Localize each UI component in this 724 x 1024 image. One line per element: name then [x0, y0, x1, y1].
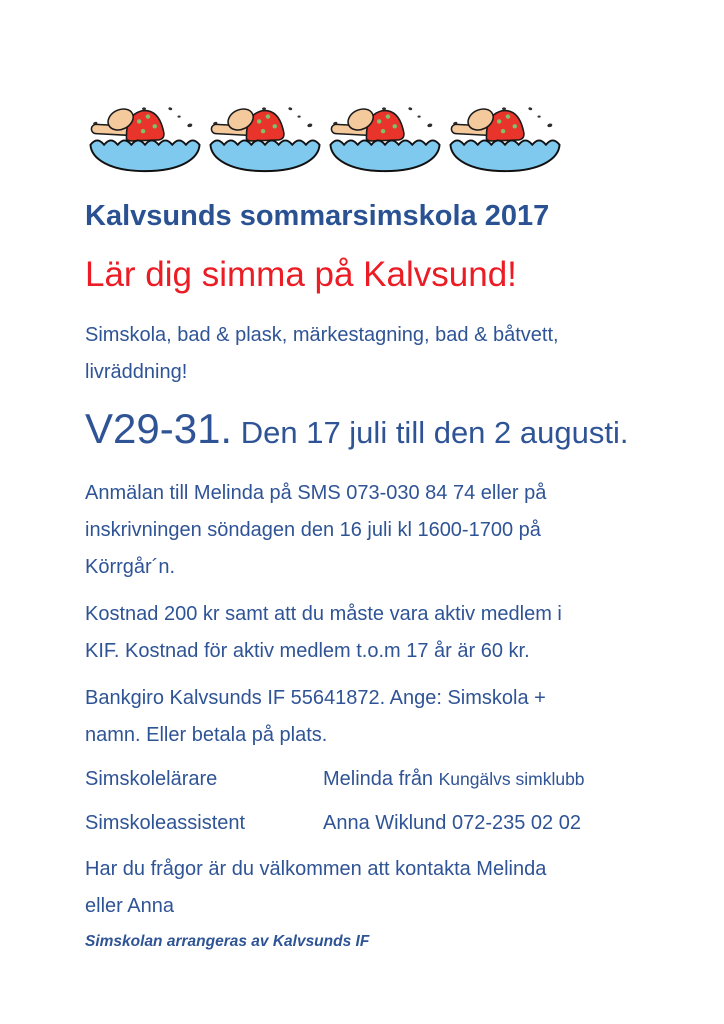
intro-paragraph [85, 317, 642, 391]
swimmer-icon [205, 100, 325, 176]
staff-name [323, 761, 585, 798]
schedule-line [85, 403, 642, 465]
cost-paragraph [85, 596, 642, 670]
intro-line-1: Simskola, bad & plask, märkestagning, bad & båtvett, [85, 324, 559, 346]
contact-paragraph [85, 851, 642, 925]
swimmer-row [85, 100, 567, 176]
staff-name-main: Melinda från [323, 768, 439, 790]
signup-line-3: Körrgår´n. [85, 556, 176, 578]
contact-line-1: Har du frågor är du välkommen att kontakta Melinda [85, 858, 547, 880]
water [210, 140, 319, 171]
schedule-dates: Den 17 juli till den 2 augusti. [232, 415, 629, 450]
water [90, 140, 199, 171]
swimmer-icon [85, 100, 205, 176]
staff-name-main: Anna Wiklund 072-235 02 02 [323, 812, 581, 834]
red-headline: Lär dig simma på Kalvsund! [85, 255, 517, 294]
staff-row-assistant [85, 805, 642, 842]
water [450, 140, 559, 171]
staff-role: Simskolelärare [85, 768, 218, 790]
contact-line-2: eller Anna [85, 895, 174, 917]
payment-line-2: namn. Eller betala på plats. [85, 724, 328, 746]
swimmer-icon [325, 100, 445, 176]
staff-name [323, 805, 581, 842]
organizer-note: Simskolan arrangeras av Kalvsunds IF [85, 933, 370, 950]
page-title: Kalvsunds sommarsimskola 2017 [85, 200, 550, 232]
cost-line-2: KIF. Kostnad för aktiv medlem t.o.m 17 år är 60 kr. [85, 640, 530, 662]
payment-paragraph [85, 680, 642, 754]
staff-row-teacher [85, 761, 642, 798]
intro-line-2: livräddning! [85, 361, 188, 383]
schedule-weeks: V29-31. [85, 405, 233, 452]
signup-line-1: Anmälan till Melinda på SMS 073-030 84 74 eller på [85, 482, 547, 504]
payment-line-1: Bankgiro Kalvsunds IF 55641872. Ange: Simskola + [85, 687, 546, 709]
swimmer-icon [445, 100, 565, 176]
staff-name-small: Kungälvs simklubb [438, 769, 585, 789]
signup-paragraph [85, 475, 642, 586]
signup-line-2: inskrivningen söndagen den 16 juli kl 1600-1700 på [85, 519, 541, 541]
cost-line-1: Kostnad 200 kr samt att du måste vara aktiv medlem i [85, 603, 562, 625]
staff-role: Simskoleassistent [85, 812, 246, 834]
water [330, 140, 439, 171]
